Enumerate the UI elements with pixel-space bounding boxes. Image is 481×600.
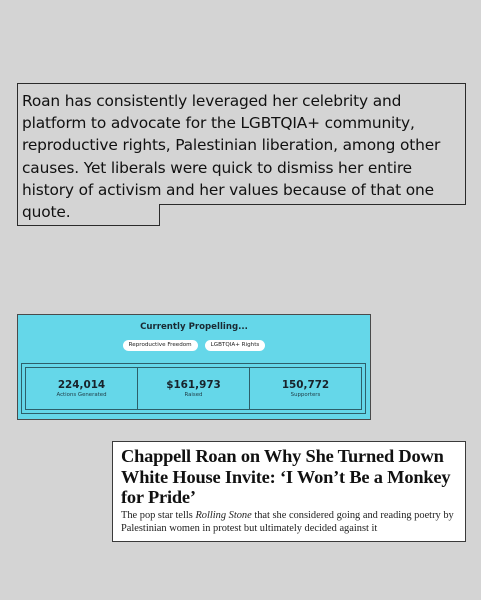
deck-text-before: The pop star tells	[121, 510, 196, 521]
article-headline[interactable]: Chappell Roan on Why She Turned Down White House Invite: ‘I Won’t Be a Monkey for Pride’	[121, 446, 451, 507]
stat-value: 150,772	[281, 378, 330, 391]
stat-label: Raised	[184, 391, 203, 398]
deck-publication-name: Rolling Stone	[195, 510, 252, 521]
stat-label: Supporters	[290, 391, 321, 398]
cause-tags	[18, 340, 370, 351]
stat-value: 224,014	[57, 378, 106, 391]
stat-value: $161,973	[166, 378, 221, 391]
article-deck	[121, 510, 463, 536]
stat-supporters	[250, 368, 361, 409]
tag-lgbtqia-rights[interactable]: LGBTQIA+ Rights	[205, 340, 266, 351]
widget-title: Currently Propelling...	[140, 322, 248, 332]
quote-text: Roan has consistently leveraged her celebrity and platform to advocate for the LGBTQIA+ community, reproductive rights, Palestinian liberation, among other causes. Yet liberals were quick to dismiss her entire history of activism and her values because of that one quote.	[22, 92, 441, 222]
stat-label: Actions Generated	[56, 391, 107, 398]
deck-text-after: that she considered going and reading poetry by Palestinian women in protest but ultimately decided against it	[121, 510, 454, 534]
stat-raised	[138, 368, 250, 409]
article-card[interactable]	[112, 441, 466, 542]
campaign-stats-widget	[17, 314, 371, 420]
stat-actions	[26, 368, 138, 409]
quote-card	[17, 83, 466, 226]
stats-row	[25, 367, 362, 410]
tag-reproductive-freedom[interactable]: Reproductive Freedom	[123, 340, 198, 351]
